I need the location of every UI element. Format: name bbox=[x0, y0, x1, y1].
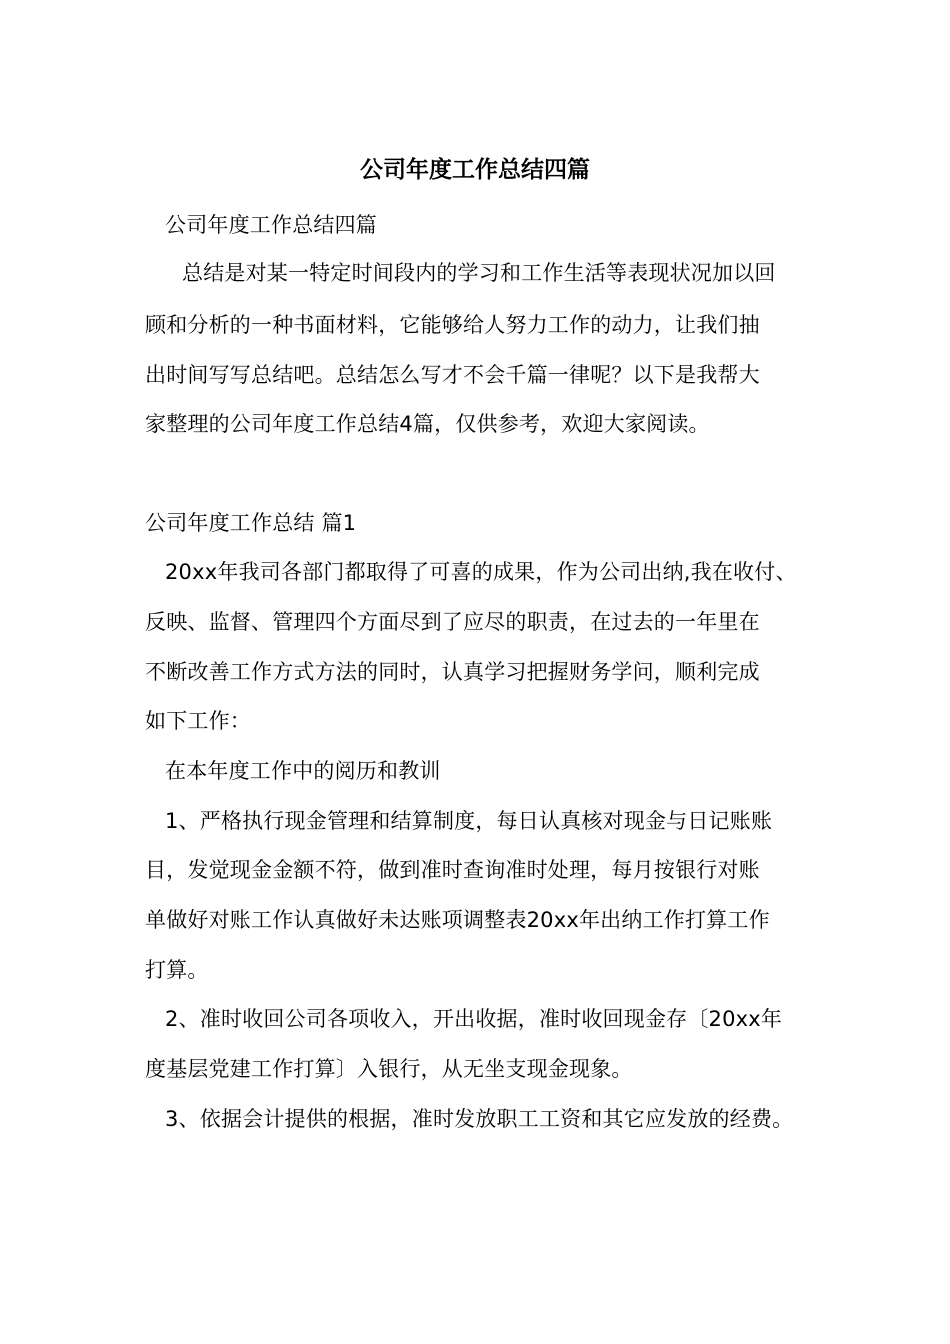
item3-line-1: 3、依据会计提供的根据，准时发放职工工资和其它应发放的经费。 bbox=[165, 1107, 794, 1131]
para1-line-2: 反映、监督、管理四个方面尽到了应尽的职责，在过去的一年里在 bbox=[145, 610, 760, 634]
intro-line-1: 总结是对某一特定时间段内的学习和工作生活等表现状况加以回 bbox=[182, 261, 776, 285]
intro-line-4: 家整理的公司年度工作总结4篇，仅供参考，欢迎大家阅读。 bbox=[145, 412, 710, 436]
item1-line-1: 1、严格执行现金管理和结算制度，每日认真核对现金与日记账账 bbox=[165, 809, 773, 833]
item1-line-4: 打算。 bbox=[145, 958, 209, 982]
item1-line-3: 单做好对账工作认真做好未达账项调整表20xx年出纳工作打算工作 bbox=[145, 908, 770, 932]
para1-line-4: 如下工作： bbox=[145, 709, 251, 733]
section-heading: 公司年度工作总结 篇1 bbox=[145, 511, 357, 535]
para1-line-3: 不断改善工作方式方法的同时，认真学习把握财务学问，顺利完成 bbox=[145, 660, 760, 684]
intro-line-3: 出时间写写总结吧。总结怎么写才不会千篇一律呢？以下是我帮大 bbox=[145, 363, 760, 387]
item2-line-2: 度基层党建工作打算〕入银行，从无坐支现金现象。 bbox=[145, 1057, 633, 1081]
intro-line-2: 顾和分析的一种书面材料，它能够给人努力工作的动力，让我们抽 bbox=[145, 313, 760, 337]
item1-line-2: 目，发觉现金金额不符，做到准时查询准时处理，每月按银行对账 bbox=[145, 858, 760, 882]
item2-line-1: 2、准时收回公司各项收入，开出收据，准时收回现金存〔20xx年 bbox=[165, 1007, 783, 1031]
page-title: 公司年度工作总结四篇 bbox=[360, 157, 590, 183]
subtitle: 公司年度工作总结四篇 bbox=[165, 213, 377, 237]
para1-line-1: 20xx年我司各部门都取得了可喜的成果，作为公司出纳,我在收付、 bbox=[165, 560, 797, 584]
sub-heading: 在本年度工作中的阅历和教训 bbox=[165, 759, 441, 783]
